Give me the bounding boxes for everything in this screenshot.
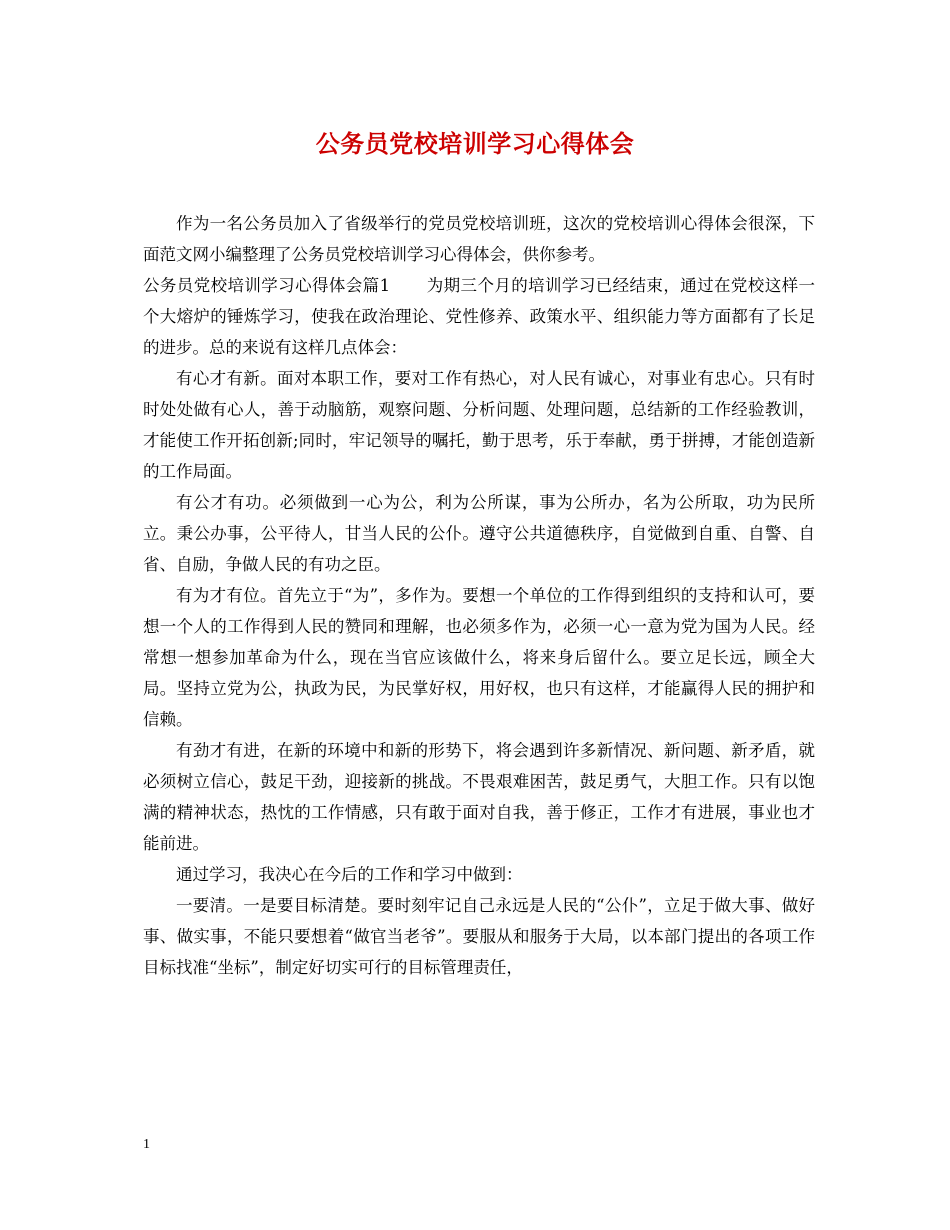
intro-paragraph: 作为一名公务员加入了省级举行的党员党校培训班，这次的党校培训心得体会很深，下面范文网小编整理了公务员党校培训学习心得体会，供你参考。 bbox=[143, 214, 815, 264]
section-lead: 为期三个月的培训学习已经结束，通过在党校这样一个大熔炉的锤炼学习，使我在政治理论、党性修养、政策水平、组织能力等方面都有了长足的进步。总的来说有这样几点体会： bbox=[143, 276, 815, 357]
section-heading: 公务员党校培训学习心得体会篇1 bbox=[143, 276, 391, 295]
body-paragraph: 有心才有新。面对本职工作，要对工作有热心，对人民有诚心，对事业有忠心。只有时时处处做有心人，善于动脑筋，观察问题、分析问题、处理问题，总结新的工作经验教训，才能使工作开拓创新;同时，牢记领导的嘱托，勤于思考，乐于奉献，勇于拼搏，才能创造新的工作局面。 bbox=[143, 369, 815, 481]
page-number: 1 bbox=[143, 1137, 150, 1152]
body-paragraph: 一要清。一是要目标清楚。要时刻牢记自己永远是人民的“公仆”，立足于做大事、做好事、做实事，不能只要想着“做官当老爷”。要服从和服务于大局，以本部门提出的各项工作目标找准“坐标”，制定好切实可行的目标管理责任， bbox=[143, 896, 815, 977]
section-paragraph bbox=[143, 270, 815, 363]
body-paragraph: 有公才有功。必须做到一心为公，利为公所谋，事为公所办，名为公所取，功为民所立。秉公办事，公平待人，甘当人民的公仆。遵守公共道德秩序，自觉做到自重、自警、自省、自励，争做人民的有功之臣。 bbox=[143, 493, 815, 574]
document-title: 公务员党校培训学习心得体会 bbox=[315, 129, 635, 158]
document-body bbox=[143, 208, 815, 983]
body-paragraph: 有为才有位。首先立于“为”，多作为。要想一个单位的工作得到组织的支持和认可，要想一个人的工作得到人民的赞同和理解，也必须多作为，必须一心一意为党为国为人民。经常想一想参加革命为什么，现在当官应该做什么，将来身后留什么。要立足长远，顾全大局。坚持立党为公，执政为民，为民掌好权，用好权，也只有这样，才能赢得人民的拥护和信赖。 bbox=[143, 586, 815, 729]
body-paragraph: 通过学习，我决心在今后的工作和学习中做到： bbox=[176, 865, 523, 884]
body-paragraph: 有劲才有进，在新的环境中和新的形势下，将会遇到许多新情况、新问题、新矛盾，就必须树立信心，鼓足干劲，迎接新的挑战。不畏艰难困苦，鼓足勇气，大胆工作。只有以饱满的精神状态，热忱的工作情感，只有敢于面对自我，善于修正，工作才有进展，事业也才能前进。 bbox=[143, 741, 815, 853]
